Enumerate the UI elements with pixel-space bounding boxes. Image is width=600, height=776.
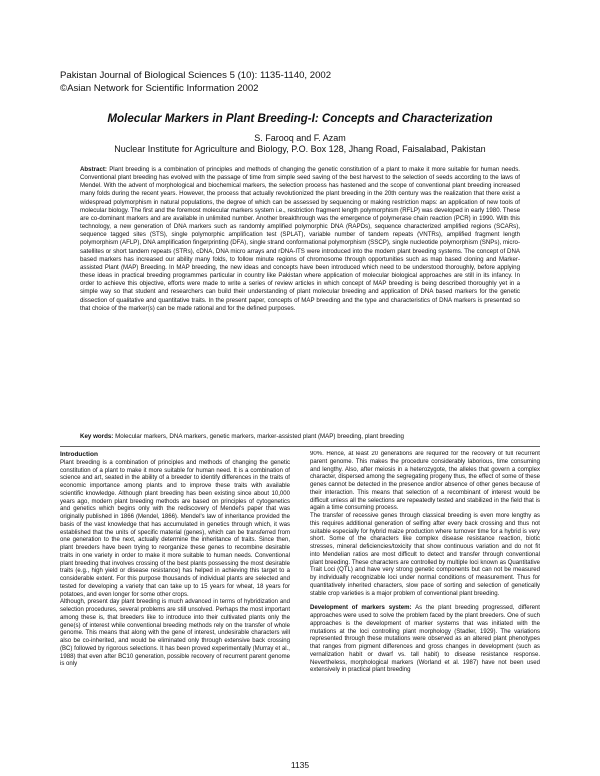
body-paragraph: Plant breeding is a combination of principles and methods of changing the genetic constitution of a plant to make it more suitable for human need. It is a combination of science and art, seated in the ability of a breeder to identify differences in the traits of economic importance among plants and to improve these traits with available scientific knowledge. Although plant breeding has been existing since about 10,000 years ago, modern plant breeding methods are based on principles of cytogenetics and genetics which begins only with the rediscovery of Mendel's paper that was originally published in 1866 (Mendel, 1866). Mendel's law of inheritance provided the basis of the vast knowledge that has accumulated in genetics through which, it was established that the units of specific material (genes), which can be transferred from one generation to the next, actually determine the inheritance of traits. Since then, plant breeders have been trying to reorganize these genes to recombine desirable traits in one variety in order to make it more suitable to human needs. Conventional plant breeding that involves crossing of the best plants possessing the most desirable traits (e.g., high yield or disease resistance) has helped in achieving this target to a considerable extent. For this purpose thousands of individual plants are selected and tested for developing a variety that can take up to 15 years for wheat, 18 years for potatoes, and even longer for some other crops. [60, 459, 290, 598]
keywords [80, 433, 520, 440]
abstract-label: Abstract: [80, 166, 107, 173]
keywords-label: Key words: [80, 433, 114, 440]
right-column [310, 451, 540, 756]
abstract-text: Plant breeding is a combination of principles and methods of changing the genetic constitution of a plant to make it more suitable for human needs. Conventional plant breeding has evolved with the passage of time from simple seed saving of the best harvest to the selection of seeds according to the laws of Mendel. With the advent of morphological and biochemical markers, the selection process has hastened and the scope of conventional plant breeding increased many folds during the recent years. However, the process that actually revolutionized the plant breeding in the 20th century was the realization that there exist a widespread polymorphism in natural populations, the degree of which can be assessed by sequencing or making restriction maps: an application of new tools of molecular biology. The first and the foremost molecular markers system i.e., restriction fragment length polymorphism (RFLP) was developed in early 1980. These are co-dominant markers and are available in unlimited number. Another breakthrough was the emergence of polymerase chain reaction (PCR) in 1990. With this technology, a new generation of DNA markers such as randomly amplified polymorphic DNA (RAPDs), sequence characterized amplified regions (SCARs), sequence tagged sites (STS), single polymorphic amplification test (SPLAT), variable number of tandem repeats (VNTRs), amplified fragment length polymorphism (AFLP), DNA amplification fingerprinting (DFA), single strand conformational polymorphism (SSCP), single nucleotide polymorphism (SNPs), micro-satellites or short tandem repeats (STRs), cDNA, DNA micro arrays and rDNA-ITS were introduced into the modern plant breeding systems. The concept of DNA based markers has increased our ability many folds, to follow minute regions of chromosome through opportunities such as map based cloning and Marker-assisted Plant (MAP) Breeding. In MAP breeding, the new ideas and concepts have been introduced which need to be understood thoroughly, before applying these ideas in practical breeding programmes particular in country like Pakistan where application of molecular biological approaches are still in its infancy. In order to achieve this objective, efforts were made to write a series of review articles in which concept of MAP breeding is being described thoroughly yet in a simple way so that student and researchers can build their understanding of plant molecular breeding and application of DNA based markers for the genetic dissection of qualitative and quantitative traits. In the present paper, concepts of MAP breeding and the type and characteristics of DNA markers is presented so that choice of the marker(s) can be made rational and for the defined purposes. [80, 166, 520, 312]
paper-title: Molecular Markers in Plant Breeding-I: Concepts and Characterization [107, 112, 493, 125]
body-paragraph: Although, present day plant breeding is much advanced in terms of hybridization and selection procedures, several problems are still unsolved. Perhaps the most important among these is, that breeders like to introduce into their cultivated plants only the gene(s) of interest while conventional breeding methods rely on the transfer of whole genome. This means that along with the gene of interest, undesirable characters will also be co-inherited, and would be eliminated only through extensive back crossing (BC) followed by rigorous selections. It has been proved experimentally (Murray et al., 1988) that even after BC10 generation, possible recovery of recurrent parent genome is only [60, 599, 290, 668]
affiliation: Nuclear Institute for Agriculture and Biology, P.O. Box 128, Jhang Road, Faisalabad, Pakistan [114, 144, 486, 154]
abstract [80, 166, 520, 418]
subsection-text: As the plant breeding progressed, different approaches were used to solve the problem faced by the plant breeders. One of such approaches is the development of marker systems that was initiated with the mutations at the loci controlling plant morphology (Stadler, 1929). The variations represented through these mutations were observed as an altered plant phenotypes that ranges from pigment differences and gross changes in development (such as vernalization habit or dwarf vs. tall habit) to disease resistance response. Nevertheless, morphological markers (Worland et al. 1987) have not been used extensively in practical plant breeding [310, 605, 540, 674]
body-paragraph: The transfer of recessive genes through classical breeding is even more lengthy as this requires additional generation of selfing after every back crossing and thus not suitable especially for hybrid maize production where turnover time for a hybrid is very short. Some of the characters like complex disease resistance reaction, biotic stresses, mineral deficiencies/toxicity that show continuous variation and do not fit into Mendelian ratios are most difficult to detect and transfer through conventional plant breeding. These characters are controlled by multiple loci known as Quantitative Trait Loci (QTL) and have very strong genetic components but can not be measured by individually recognizable loci under normal conditions of measurement. Thus for quantitatively inherited characters, slow pace of sorting and selection of genetically stable crop varieties is a major problem of conventional plant breeding. [310, 513, 540, 597]
journal-citation: Pakistan Journal of Biological Sciences 5 (10): 1135-1140, 2002 [60, 70, 332, 81]
page-number: 1135 [290, 760, 310, 770]
section-divider [60, 446, 540, 447]
markers-subsection [310, 605, 540, 675]
body-paragraph: 90%. Hence, at least 20 generations are required for the recovery of full recurrent parent genome. This makes the procedure considerably laborious, time consuming and lengthy. Also, after meiosis in a heterozygote, the alleles that govern a complex character, dispersed among the segregating progeny thus, the effect of some of these genes cannot be detected in the presence and/or absence of other genes because of their interaction. This means that selection of a recombinant of interest would be difficult unless all the selections are repeatedly tested and stabilized in the field that is again a time consuming process. [310, 451, 540, 512]
copyright-line: ©Asian Network for Scientific Information 2002 [60, 83, 259, 94]
keywords-text: Molecular markers, DNA markers, genetic markers, marker-assisted plant (MAP) breeding, plant breeding [115, 433, 404, 440]
authors: S. Farooq and F. Azam [254, 133, 346, 143]
introduction-heading: Introduction [60, 451, 98, 458]
journal-header [60, 69, 331, 95]
subsection-label: Development of markers system: [310, 605, 412, 612]
left-column [60, 451, 290, 756]
